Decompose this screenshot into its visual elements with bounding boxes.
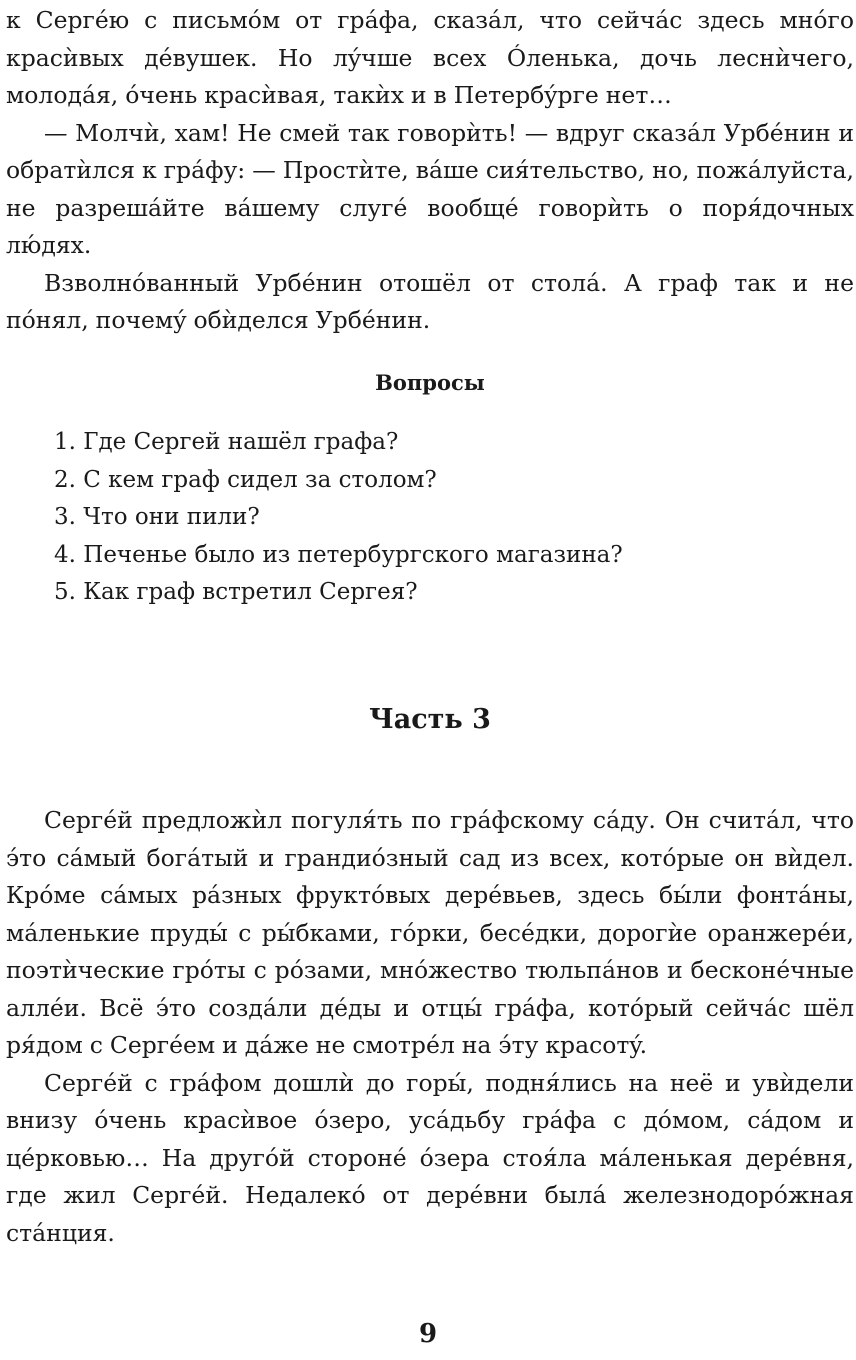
paragraph: Взволнóванный Урбéнин отошёл от столá. А граф так и не пóнял, почемý обѝделся Урбéнин.	[6, 268, 854, 334]
paragraph: Сергéй предложѝл погуля́ть по грáфскому сáду. Он считáл, что э́то сáмый богáтый и грандиóзный сад из всех, котóрые он вѝдел. Крóме сáмых рáзных фруктóвых дерéвьев, здесь бы́ли фонтáны, мáленькие пруды́ с ры́бками, гóрки, бесéдки, дорогѝе оранжерéи, поэтѝческие грóты с рóзами, мнóжество тюльпáнов и бесконéчные аллéи. Всё э́то создáли дéды и отцы́ грáфа, котóрый сейчáс шёл ря́дом с Сергéем и дáже не смотрéл на э́ту красотý.	[6, 806, 854, 1059]
paragraph: Сергéй с грáфом дошлѝ до горы́, подня́лись на неё и увѝдели внизу óчень красѝвое óзеро, усáдьбу грáфа с дóмом, сáдом и цéрковью… На другóй сторонé óзера стоя́ла мáленькая дерéвня, где жил Сергéй. Недалекó от дерéвни былá железнодорóжная стáнция.	[6, 1068, 854, 1247]
question-item: 1. Где Сергей нашёл графа?	[54, 429, 399, 455]
question-item: 2. С кем граф сидел за столом?	[54, 466, 437, 493]
continuation-text	[6, 2, 854, 340]
question-item: 3. Что они пили?	[54, 504, 260, 530]
book-page	[6, 0, 854, 1247]
questions-list	[54, 424, 623, 612]
paragraph: — Молчѝ, хам! Не смей так говорѝть! — вдруг сказáл Урбéнин и обратѝлся к грáфу: — Простѝте, вáше сия́тельство, но, пожáлуйста, не разрешáйте вáшему слугé вообщé говорѝть о поря́дочных лю́дях.	[6, 118, 854, 259]
page-number: 9	[418, 1319, 438, 1349]
part-title: Часть 3	[369, 704, 491, 735]
question-item: 5. Как граф встретил Сергея?	[54, 579, 418, 605]
paragraph: к Сергéю с письмóм от грáфа, сказáл, что сейчáс здесь мнóго красѝвых дéвушек. Но лýчше всех Óленька, дочь леснѝчего, молодáя, óчень красѝвая, такѝх и в Петербýрге нет…	[6, 6, 854, 109]
questions-heading: Вопросы	[375, 370, 485, 395]
part3-text	[6, 802, 854, 1252]
question-item: 4. Печенье было из петербургского магазина?	[54, 541, 623, 568]
